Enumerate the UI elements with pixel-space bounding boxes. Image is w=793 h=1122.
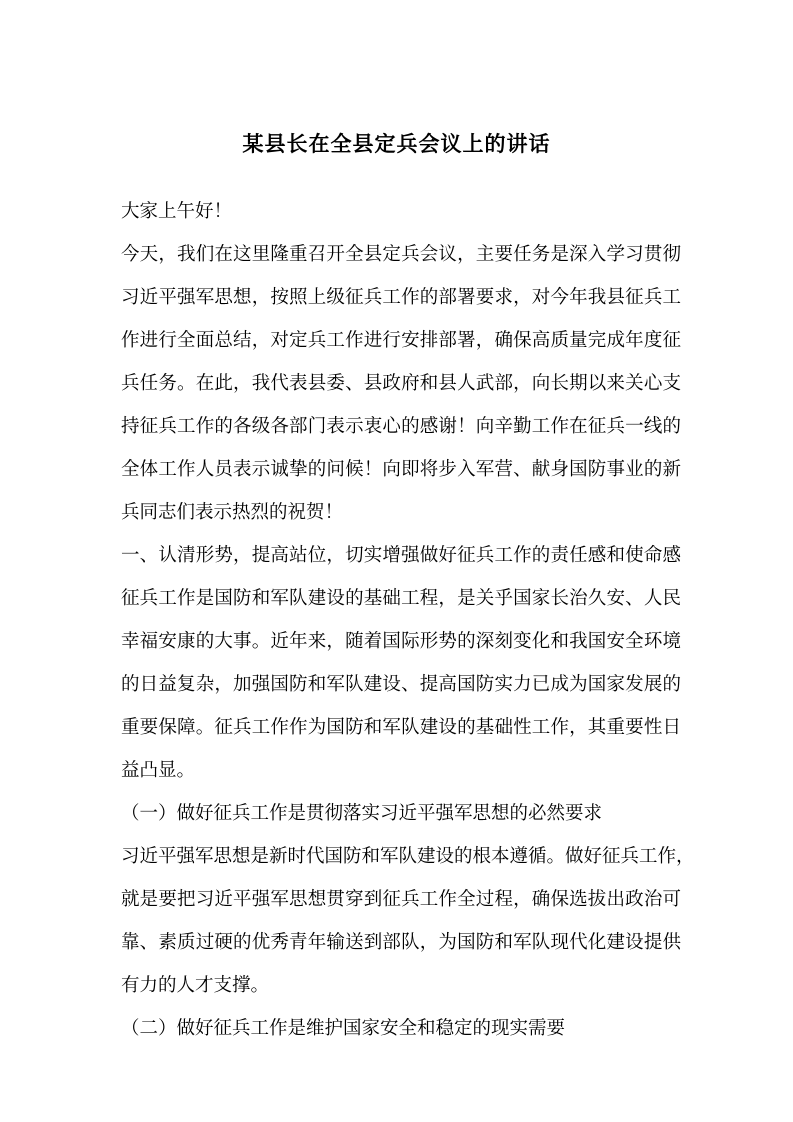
body-line: 就是要把习近平强军思想贯穿到征兵工作全过程，确保选拔出政治可	[121, 889, 681, 910]
subsection-heading: （一）做好征兵工作是贯彻落实习近平强军思想的必然要求	[121, 803, 603, 824]
document-title: 某县长在全县定兵会议上的讲话	[242, 131, 551, 156]
body-line: 全体工作人员表示诚挚的问候！向即将步入军营、献身国防事业的新	[121, 459, 681, 480]
body-line: 益凸显。	[121, 760, 196, 781]
body-line: 的日益复杂，加强国防和军队建设、提高国防实力已成为国家发展的	[121, 674, 681, 695]
body-line: 今天，我们在这里隆重召开全县定兵会议，主要任务是深入学习贯彻	[121, 244, 681, 265]
body-line: 有力的人才支撑。	[121, 975, 270, 996]
subsection-heading: （二）做好征兵工作是维护国家安全和稳定的现实需要	[121, 1018, 566, 1039]
body-line: 作进行全面总结，对定兵工作进行安排部署，确保高质量完成年度征	[121, 330, 681, 351]
body-line: 兵同志们表示热烈的祝贺！	[121, 502, 344, 523]
body-line: 幸福安康的大事。近年来，随着国际形势的深刻变化和我国安全环境	[121, 631, 681, 652]
body-line: 靠、素质过硬的优秀青年输送到部队，为国防和军队现代化建设提供	[121, 932, 681, 953]
body-line: 兵任务。在此，我代表县委、县政府和县人武部，向长期以来关心支	[121, 373, 681, 394]
greeting-line: 大家上午好！	[121, 201, 233, 222]
body-line: 征兵工作是国防和军队建设的基础工程，是关乎国家长治久安、人民	[121, 588, 681, 609]
body-line: 习近平强军思想，按照上级征兵工作的部署要求，对今年我县征兵工	[121, 287, 681, 308]
body-line: 持征兵工作的各级各部门表示衷心的感谢！向辛勤工作在征兵一线的	[121, 416, 681, 437]
body-line: 重要保障。征兵工作作为国防和军队建设的基础性工作，其重要性日	[121, 717, 681, 738]
section-heading: 一、认清形势，提高站位，切实增强做好征兵工作的责任感和使命感	[121, 545, 681, 566]
body-line: 习近平强军思想是新时代国防和军队建设的根本遵循。做好征兵工作，	[121, 846, 695, 867]
